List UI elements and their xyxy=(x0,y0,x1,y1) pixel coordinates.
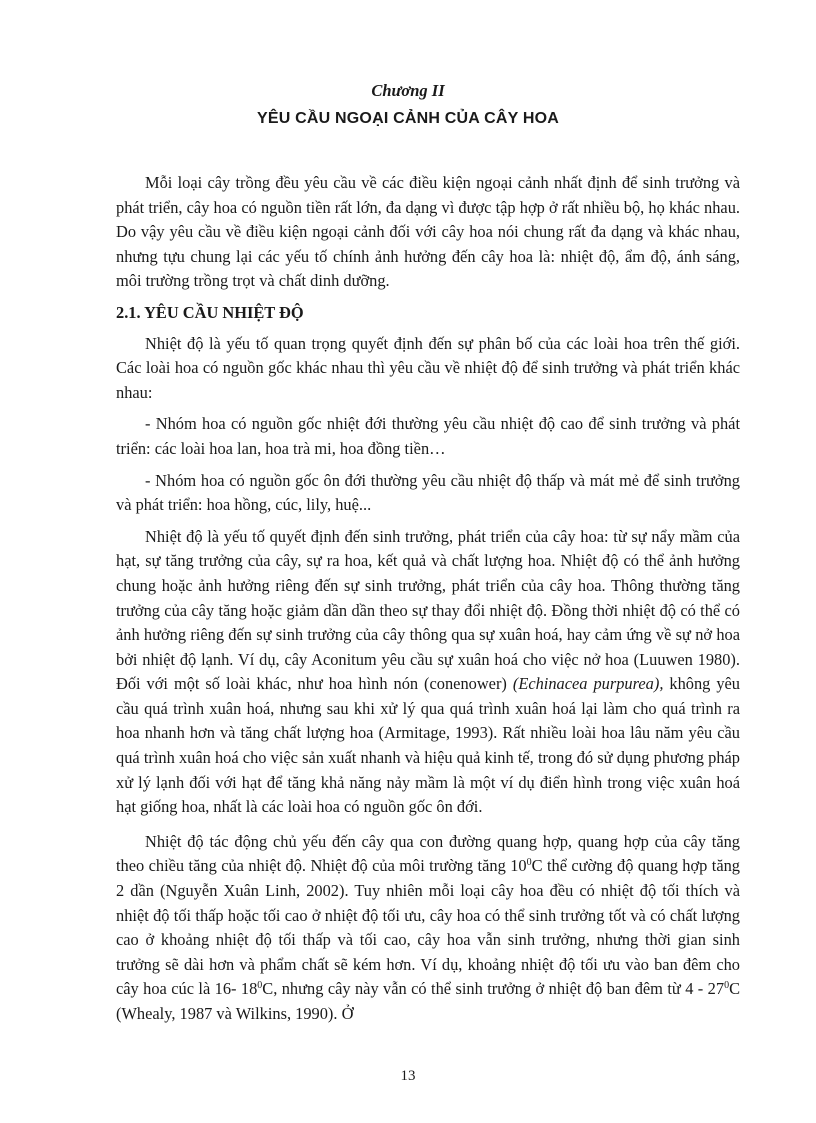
paragraph-3-text-b: C thể cường độ quang hợp tăng 2 dần (Nguyễn Xuân Linh, 2002). Tuy nhiên mỗi loại cây hoa đều có nhiệt độ tối thích và nhiệt độ tối thấp hoặc tối cao ở nhiệt độ tối ưu, cây hoa có thể sinh trưởng tốt và có chất lượng cao ở khoảng nhiệt độ tối thấp và tối cao, cây hoa vẫn sinh trưởng, nhưng thời gian sinh trưởng sẽ dài hơn và phẩm chất sẽ kém hơn. Ví dụ, khoảng nhiệt độ tối ưu vào ban đêm cho cây hoa cúc là 16- 18 xyxy=(116,856,741,999)
paragraph-2 xyxy=(116,525,740,820)
chapter-title: YÊU CẦU NGOẠI CẢNH CỦA CÂY HOA xyxy=(256,110,559,127)
paragraph-3-text-c: C, nhưng cây này vẫn có thể sinh trưởng ở nhiệt độ ban đêm từ 4 - 27 xyxy=(262,979,725,999)
degree-sup-3: 0 xyxy=(724,980,730,992)
body-text xyxy=(116,171,740,1027)
degree-sup-2: 0 xyxy=(257,980,263,992)
species-name: (Echinacea purpurea), xyxy=(512,674,664,694)
section-heading: 2.1. YÊU CẦU NHIỆT ĐỘ xyxy=(116,302,304,322)
page-number: 13 xyxy=(400,1068,416,1084)
paragraph-3-text-d: C (Whealy, 1987 và Wilkins, 1990). Ở xyxy=(116,979,740,1023)
paragraph-3 xyxy=(116,830,740,1027)
paragraph-2-text-a: Nhiệt độ là yếu tố quyết định đến sinh trưởng, phát triển của cây hoa: từ sự nẩy mầm của hạt, sự tăng trưởng của cây, sự ra hoa, kết quả và chất lượng hoa. Nhiệt độ có thể ảnh hưởng chung hoặc ảnh hưởng riêng đến sự sinh trưởng, phát triển của cây hoa. Thông thường tăng trưởng của cây tăng hoặc giảm dần dần theo sự thay đổi nhiệt độ. Đồng thời nhiệt độ có thể có ảnh hưởng riêng đến sự sinh trưởng của cây thông qua sự xuân hoá, hay cảm ứng về sự nở hoa bởi nhiệt độ lạnh. Ví dụ, cây Aconitum yêu cầu sự xuân hoá cho việc nở hoa (Luuwen 1980). Đối với một số loài khác, như hoa hình nón (conenower) xyxy=(116,526,740,694)
chapter-label: Chương II xyxy=(371,81,445,100)
paragraph-3-text-a: Nhiệt độ tác động chủ yếu đến cây qua con đường quang hợp, quang hợp của cây tăng theo chiều tăng của nhiệt độ. Nhiệt độ của môi trường tăng 10 xyxy=(116,831,740,876)
bullet-temperate: - Nhóm hoa có nguồn gốc ôn đới thường yêu cầu nhiệt độ thấp và mát mẻ để sinh trưởng và phát triển: hoa hồng, cúc, lily, huệ... xyxy=(116,470,740,515)
degree-sup-1: 0 xyxy=(526,857,532,869)
intro-paragraph: Mỗi loại cây trồng đều yêu cầu về các điều kiện ngoại cảnh nhất định để sinh trưởng và phát triển, cây hoa có nguồn tiền rất lớn, đa dạng vì được tập hợp ở rất nhiều bộ, họ khác nhau. Do vậy yêu cầu về điều kiện ngoại cảnh đối với cây hoa nói chung rất đa dạng và khác nhau, nhưng tựu chung lại các yếu tố chính ảnh hưởng đến cây hoa là: nhiệt độ, ẩm độ, ánh sáng, môi trường trồng trọt và chất dinh dưỡng. xyxy=(116,173,740,291)
paragraph-2-text-b: không yêu cầu quá trình xuân hoá, nhưng sau khi xử lý qua quá trình xuân hoá lại làm cho quá trình ra hoa nhanh hơn và tăng chất lượng hoa (Armitage, 1993). Rất nhiều loài hoa lâu năm yêu cầu quá trình xuân hoá cho việc sản xuất nhanh và hiệu quả kinh tế, trong đó sử dụng phương pháp xử lý lạnh đối với hạt để tăng khả năng nảy mầm là một ví dụ điển hình trong việc xuân hoá hạt giống hoa, nhất là các loài hoa có nguồn gốc ôn đới. xyxy=(116,674,741,817)
paragraph-1: Nhiệt độ là yếu tố quan trọng quyết định đến sự phân bố của các loài hoa trên thế giới. Các loài hoa có nguồn gốc khác nhau thì yêu cầu về nhiệt độ để sinh trưởng và phát triển khác nhau: xyxy=(116,333,740,402)
bullet-tropical: - Nhóm hoa có nguồn gốc nhiệt đới thường yêu cầu nhiệt độ cao để sinh trưởng và phát triển: các loài hoa lan, hoa trà mi, hoa đồng tiền… xyxy=(116,414,740,458)
